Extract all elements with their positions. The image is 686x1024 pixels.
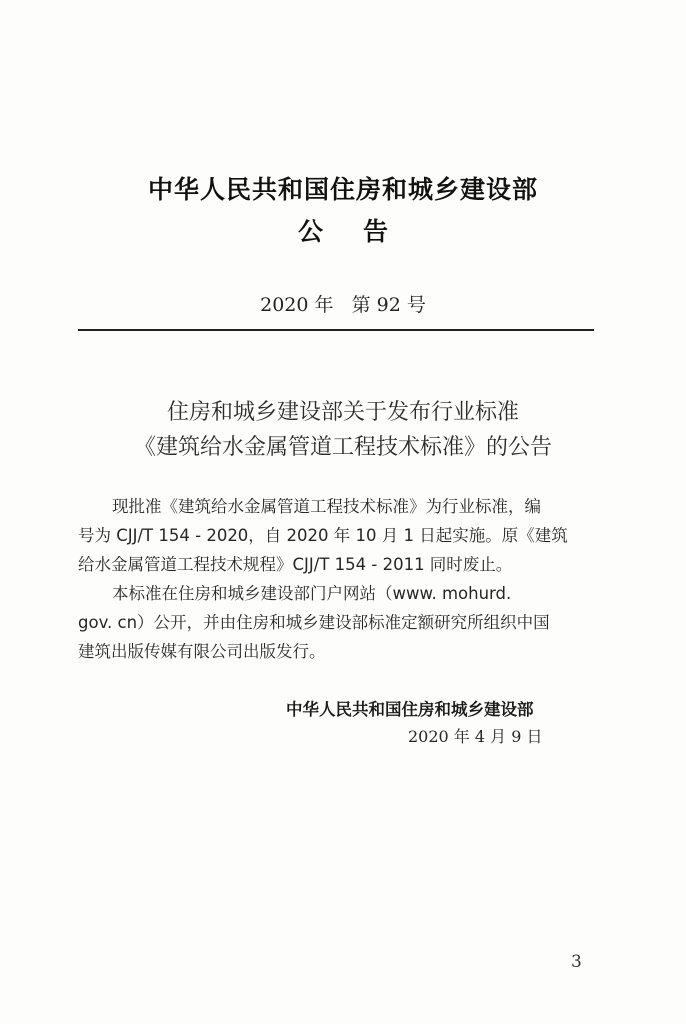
paragraph-line: 现批准《建筑给水金属管道工程技术标准》为行业标准，编: [112, 497, 541, 516]
notice-title-line-2: 《建筑给水金属管道工程技术标准》的公告: [133, 435, 552, 460]
page-number: 3: [571, 952, 582, 972]
body-paragraph-2: [78, 579, 596, 666]
signature-issuer: 中华人民共和国住房和城乡建设部: [286, 700, 534, 719]
signature-date: 2020 年 4 月 9 日: [408, 727, 543, 746]
paragraph-line: 给水金属管道工程技术规程》CJJ/T 154 - 2011 同时废止。: [78, 555, 513, 574]
paragraph-line: 建筑出版传媒有限公司出版发行。: [78, 642, 326, 661]
paragraph-line: 号为 CJJ/T 154 - 2020，自 2020 年 10 月 1 日起实施。原《建筑: [78, 526, 568, 545]
document-type-heading: 公告: [297, 217, 428, 246]
notice-title-line-1: 住房和城乡建设部关于发布行业标准: [166, 400, 519, 425]
paragraph-line: 本标准在住房和城乡建设部门户网站（www. mohurd.: [112, 584, 512, 603]
header-divider: [78, 329, 594, 331]
document-number: 2020 年 第 92 号: [260, 294, 426, 316]
body-paragraph-1: [78, 492, 596, 579]
issuer-heading: 中华人民共和国住房和城乡建设部: [147, 175, 538, 204]
paragraph-line: gov. cn）公开，并由住房和城乡建设部标准定额研究所组织中国: [78, 613, 550, 632]
